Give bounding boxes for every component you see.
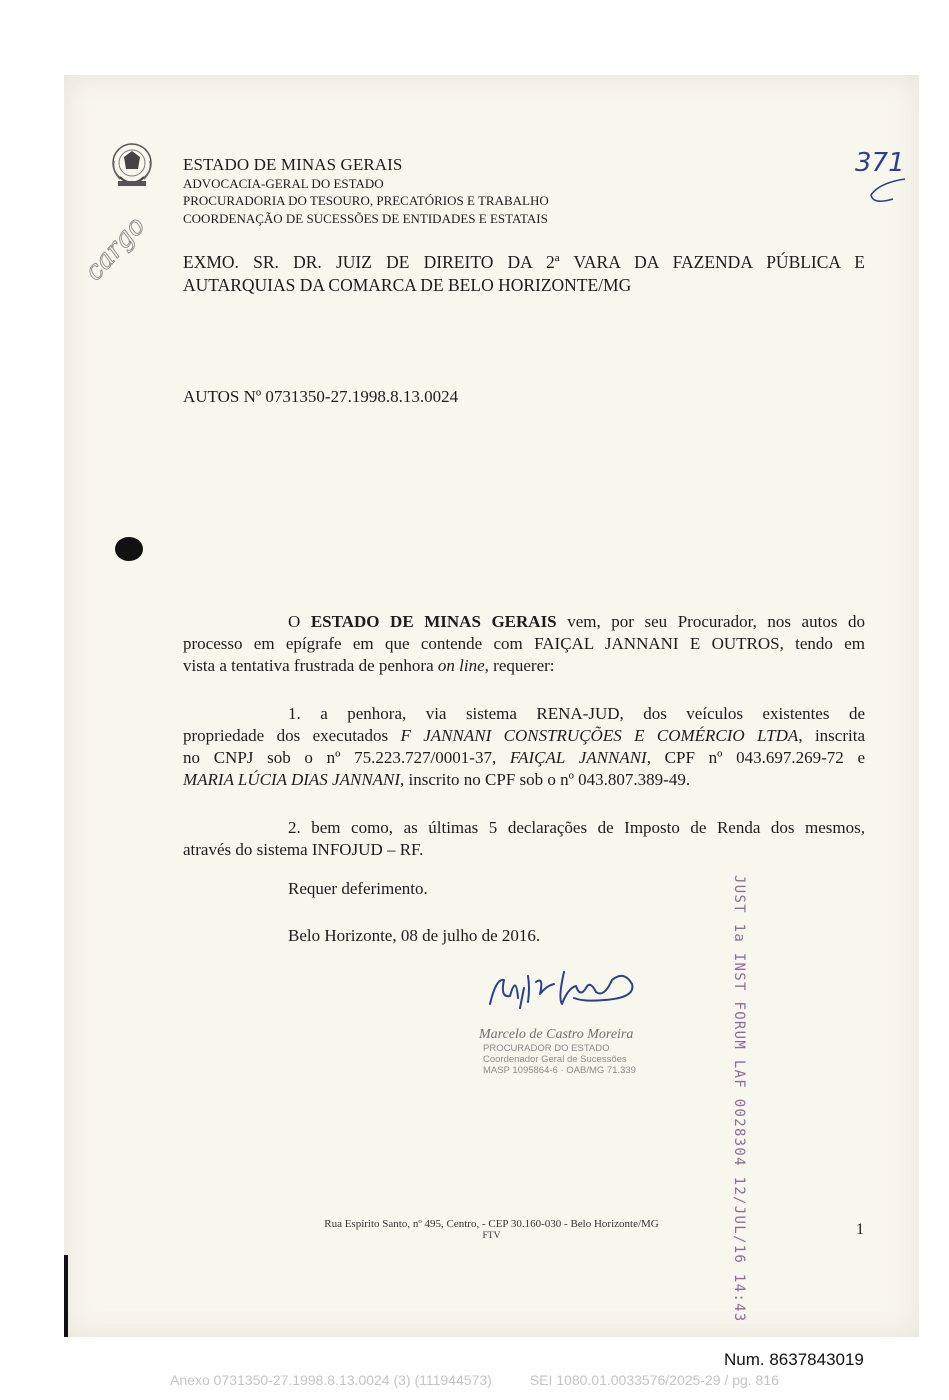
footer-address: Rua Espírito Santo, nº 495, Centro, - CEP 30.160-030 - Belo Horizonte/MG FTV [64,1218,919,1241]
svg-text:371: 371 [855,148,905,178]
header-agency: ADVOCACIA-GERAL DO ESTADO [183,176,384,191]
footer-code: FTV [482,1231,501,1241]
place-date: Belo Horizonte, 08 de julho de 2016. [288,926,541,945]
scanned-page [64,75,919,1337]
header-coordination: COORDENAÇÃO DE SUCESSÕES DE ENTIDADES E ESTATAIS [183,211,548,226]
annex-reference: Anexo 0731350-27.1998.8.13.0024 (3) (111944573) [170,1372,492,1388]
protocol-stamp: JUST 1a INST FORUM LAF 0028304 12/JUL/16 14:43 [731,875,747,1323]
handwritten-signature [484,958,649,1018]
case-number: AUTOS Nº 0731350-27.1998.8.13.0024 [183,387,459,406]
addressee: EXMO. SR. DR. JUIZ DE DIREITO DA 2ª VARA DA FAZENDA PÚBLICA E AUTARQUIAS DA COMARCA DE BELO HORIZONTE/MG [183,252,865,295]
coat-of-arms-emblem [110,141,154,197]
sei-reference: SEI 1080.01.0033576/2025-29 / pg. 816 [529,1372,779,1388]
handwritten-page-mark [849,137,917,209]
closing-request: Requer deferimento. [288,879,428,898]
header-state: ESTADO DE MINAS GERAIS [183,155,403,174]
binding-edge-mark [64,1255,68,1337]
paragraph-request: O ESTADO DE MINAS GERAIS vem, por seu Procurador, nos autos do processo em epígrafe em que contende com FAIÇAL JANNANI E OUTROS, tendo em vista a tentativa frustrada de penhora on line, requerer: [183,612,865,675]
punch-hole-mark [115,537,143,561]
signature-block: Marcelo de Castro Moreira PROCURADOR DO ESTADO Coordenador Geral de Sucessões MASP 1095864-6 · OAB/MG 71.339 [479,1027,636,1076]
item-1: 1. a penhora, via sistema RENA-JUD, dos veículos existentes de propriedade dos executados F JANNANI CONSTRUÇÕES E COMÉRCIO LTDA, inscrita no CNPJ sob o nº 75.223.727/0001-37, FAIÇAL JANNANI, CPF nº 043.697.269-72 e MARIA LÚCIA DIAS JANNANI, inscrito no CPF sob o nº 043.807.389-49. [183,704,865,789]
document-meta [0,1372,949,1388]
header-department: PROCURADORIA DO TESOURO, PRECATÓRIOS E TRABALHO [183,193,549,208]
document-number: Num. 8637843019 [724,1350,864,1369]
svg-text:cargo: cargo [78,211,152,287]
page-number: 1 [856,1221,864,1238]
handwritten-margin-note [78,210,188,300]
item-2: 2. bem como, as últimas 5 declarações de Imposto de Renda dos mesmos, através do sistema INFOJUD – RF. [183,818,865,859]
